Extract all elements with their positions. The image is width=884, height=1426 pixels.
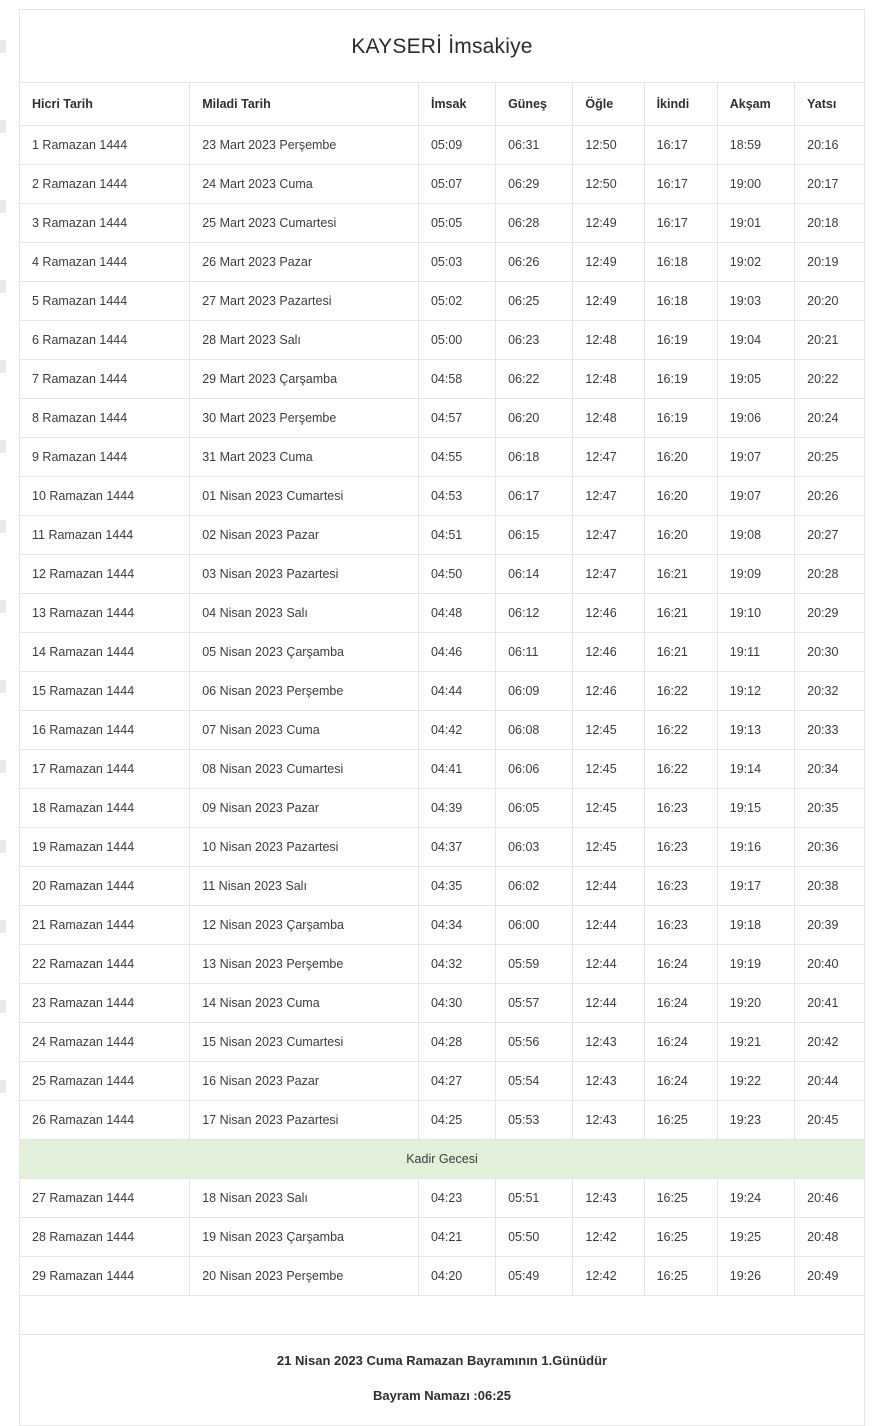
cell-aksam: 19:12 xyxy=(717,672,794,711)
cell-ikindi: 16:24 xyxy=(644,1062,717,1101)
cell-ikindi: 16:25 xyxy=(644,1101,717,1140)
cell-imsak: 05:02 xyxy=(418,282,495,321)
imsakiye-card xyxy=(19,9,865,1426)
cell-hicri: 8 Ramazan 1444 xyxy=(20,399,190,438)
cell-miladi: 08 Nisan 2023 Cumartesi xyxy=(190,750,419,789)
cell-imsak: 05:09 xyxy=(418,126,495,165)
cell-ogle: 12:45 xyxy=(573,711,644,750)
cell-imsak: 04:51 xyxy=(418,516,495,555)
cell-yatsi: 20:19 xyxy=(795,243,864,282)
cell-aksam: 19:18 xyxy=(717,906,794,945)
cell-imsak: 04:48 xyxy=(418,594,495,633)
cell-hicri: 6 Ramazan 1444 xyxy=(20,321,190,360)
cell-aksam: 19:17 xyxy=(717,867,794,906)
cell-ogle: 12:46 xyxy=(573,594,644,633)
table-footer xyxy=(20,1334,864,1425)
cell-ogle: 12:47 xyxy=(573,555,644,594)
table-row xyxy=(20,750,864,789)
cell-ikindi: 16:24 xyxy=(644,945,717,984)
cell-ogle: 12:43 xyxy=(573,1101,644,1140)
cell-aksam: 19:21 xyxy=(717,1023,794,1062)
table-row xyxy=(20,906,864,945)
cell-ikindi: 16:22 xyxy=(644,672,717,711)
cell-imsak: 04:30 xyxy=(418,984,495,1023)
table-row xyxy=(20,828,864,867)
bayram-namazi-note: Bayram Namazı :06:25 xyxy=(372,1387,512,1403)
cell-hicri: 11 Ramazan 1444 xyxy=(20,516,190,555)
cell-gunes: 05:54 xyxy=(496,1062,573,1101)
cell-ogle: 12:46 xyxy=(573,672,644,711)
cell-gunes: 06:11 xyxy=(496,633,573,672)
cell-hicri: 3 Ramazan 1444 xyxy=(20,204,190,243)
cell-yatsi: 20:49 xyxy=(795,1257,864,1296)
table-row xyxy=(20,126,864,165)
table-row xyxy=(20,672,864,711)
cell-imsak: 04:32 xyxy=(418,945,495,984)
cell-miladi: 24 Mart 2023 Cuma xyxy=(190,165,419,204)
cell-yatsi: 20:48 xyxy=(795,1218,864,1257)
cell-ogle: 12:42 xyxy=(573,1218,644,1257)
cell-ogle: 12:50 xyxy=(573,126,644,165)
cell-yatsi: 20:30 xyxy=(795,633,864,672)
cell-ogle: 12:43 xyxy=(573,1023,644,1062)
table-row xyxy=(20,984,864,1023)
cell-ikindi: 16:22 xyxy=(644,750,717,789)
cell-ogle: 12:45 xyxy=(573,828,644,867)
cell-gunes: 05:49 xyxy=(496,1257,573,1296)
column-header-hicri: Hicri Tarih xyxy=(20,83,190,126)
cell-imsak: 04:34 xyxy=(418,906,495,945)
cell-ogle: 12:45 xyxy=(573,750,644,789)
cell-ikindi: 16:23 xyxy=(644,828,717,867)
special-night-label: Kadir Gecesi xyxy=(20,1140,864,1179)
cell-hicri: 25 Ramazan 1444 xyxy=(20,1062,190,1101)
cell-gunes: 06:05 xyxy=(496,789,573,828)
cell-imsak: 05:03 xyxy=(418,243,495,282)
cell-imsak: 04:35 xyxy=(418,867,495,906)
cell-ikindi: 16:23 xyxy=(644,906,717,945)
cell-aksam: 19:10 xyxy=(717,594,794,633)
cell-ogle: 12:49 xyxy=(573,243,644,282)
cell-ikindi: 16:19 xyxy=(644,360,717,399)
cell-gunes: 06:23 xyxy=(496,321,573,360)
cell-yatsi: 20:17 xyxy=(795,165,864,204)
cell-ikindi: 16:24 xyxy=(644,984,717,1023)
column-header-imsak: İmsak xyxy=(418,83,495,126)
cell-gunes: 06:25 xyxy=(496,282,573,321)
cell-yatsi: 20:35 xyxy=(795,789,864,828)
cell-ogle: 12:44 xyxy=(573,945,644,984)
cell-aksam: 19:07 xyxy=(717,438,794,477)
table-row xyxy=(20,867,864,906)
cell-imsak: 04:50 xyxy=(418,555,495,594)
cell-aksam: 19:04 xyxy=(717,321,794,360)
cell-ogle: 12:45 xyxy=(573,789,644,828)
table-row xyxy=(20,945,864,984)
cell-yatsi: 20:29 xyxy=(795,594,864,633)
special-night-row xyxy=(20,1140,864,1179)
cell-aksam: 19:26 xyxy=(717,1257,794,1296)
cell-imsak: 04:53 xyxy=(418,477,495,516)
table-row xyxy=(20,399,864,438)
cell-imsak: 04:28 xyxy=(418,1023,495,1062)
spacer-cell xyxy=(20,1296,864,1334)
cell-gunes: 05:51 xyxy=(496,1179,573,1218)
cell-hicri: 16 Ramazan 1444 xyxy=(20,711,190,750)
cell-gunes: 06:17 xyxy=(496,477,573,516)
table-header-row xyxy=(20,83,864,126)
cell-aksam: 19:08 xyxy=(717,516,794,555)
cell-ikindi: 16:21 xyxy=(644,594,717,633)
cell-ikindi: 16:24 xyxy=(644,1023,717,1062)
cell-ikindi: 16:19 xyxy=(644,399,717,438)
table-row xyxy=(20,1218,864,1257)
cell-miladi: 27 Mart 2023 Pazartesi xyxy=(190,282,419,321)
cell-ogle: 12:49 xyxy=(573,204,644,243)
table-row xyxy=(20,360,864,399)
cell-imsak: 04:23 xyxy=(418,1179,495,1218)
cell-gunes: 06:20 xyxy=(496,399,573,438)
column-header-ikindi: İkindi xyxy=(644,83,717,126)
cell-miladi: 28 Mart 2023 Salı xyxy=(190,321,419,360)
cell-ikindi: 16:21 xyxy=(644,633,717,672)
cell-ikindi: 16:18 xyxy=(644,243,717,282)
cell-yatsi: 20:38 xyxy=(795,867,864,906)
cell-aksam: 19:05 xyxy=(717,360,794,399)
cell-yatsi: 20:25 xyxy=(795,438,864,477)
cell-ogle: 12:49 xyxy=(573,282,644,321)
cell-ikindi: 16:17 xyxy=(644,126,717,165)
cell-hicri: 2 Ramazan 1444 xyxy=(20,165,190,204)
cell-gunes: 06:09 xyxy=(496,672,573,711)
cell-aksam: 19:03 xyxy=(717,282,794,321)
column-header-aksam: Akşam xyxy=(717,83,794,126)
cell-hicri: 20 Ramazan 1444 xyxy=(20,867,190,906)
cell-ikindi: 16:18 xyxy=(644,282,717,321)
cell-gunes: 05:50 xyxy=(496,1218,573,1257)
cell-hicri: 7 Ramazan 1444 xyxy=(20,360,190,399)
cell-aksam: 19:13 xyxy=(717,711,794,750)
cell-aksam: 19:07 xyxy=(717,477,794,516)
cell-yatsi: 20:36 xyxy=(795,828,864,867)
cell-yatsi: 20:24 xyxy=(795,399,864,438)
cell-miladi: 14 Nisan 2023 Cuma xyxy=(190,984,419,1023)
cell-yatsi: 20:42 xyxy=(795,1023,864,1062)
cell-yatsi: 20:45 xyxy=(795,1101,864,1140)
cell-imsak: 05:05 xyxy=(418,204,495,243)
cell-imsak: 04:46 xyxy=(418,633,495,672)
cell-imsak: 04:44 xyxy=(418,672,495,711)
cell-gunes: 06:18 xyxy=(496,438,573,477)
cell-imsak: 04:20 xyxy=(418,1257,495,1296)
cell-miladi: 01 Nisan 2023 Cumartesi xyxy=(190,477,419,516)
column-header-gunes: Güneş xyxy=(496,83,573,126)
cell-gunes: 06:02 xyxy=(496,867,573,906)
table-row xyxy=(20,633,864,672)
column-header-yatsi: Yatsı xyxy=(795,83,864,126)
cell-aksam: 19:20 xyxy=(717,984,794,1023)
table-row xyxy=(20,1101,864,1140)
cell-yatsi: 20:33 xyxy=(795,711,864,750)
cell-hicri: 10 Ramazan 1444 xyxy=(20,477,190,516)
cell-miladi: 29 Mart 2023 Çarşamba xyxy=(190,360,419,399)
table-row xyxy=(20,282,864,321)
cell-miladi: 06 Nisan 2023 Perşembe xyxy=(190,672,419,711)
cell-aksam: 19:01 xyxy=(717,204,794,243)
cell-yatsi: 20:16 xyxy=(795,126,864,165)
cell-miladi: 07 Nisan 2023 Cuma xyxy=(190,711,419,750)
cell-hicri: 5 Ramazan 1444 xyxy=(20,282,190,321)
cell-gunes: 06:15 xyxy=(496,516,573,555)
cell-miladi: 18 Nisan 2023 Salı xyxy=(190,1179,419,1218)
column-header-miladi: Miladi Tarih xyxy=(190,83,419,126)
cell-aksam: 19:25 xyxy=(717,1218,794,1257)
cell-aksam: 19:24 xyxy=(717,1179,794,1218)
cell-aksam: 19:00 xyxy=(717,165,794,204)
cell-miladi: 25 Mart 2023 Cumartesi xyxy=(190,204,419,243)
cell-gunes: 06:08 xyxy=(496,711,573,750)
cell-ogle: 12:46 xyxy=(573,633,644,672)
table-row xyxy=(20,1257,864,1296)
cell-imsak: 04:25 xyxy=(418,1101,495,1140)
cell-miladi: 05 Nisan 2023 Çarşamba xyxy=(190,633,419,672)
cell-imsak: 04:42 xyxy=(418,711,495,750)
cell-hicri: 22 Ramazan 1444 xyxy=(20,945,190,984)
cell-ogle: 12:42 xyxy=(573,1257,644,1296)
cell-miladi: 19 Nisan 2023 Çarşamba xyxy=(190,1218,419,1257)
cell-gunes: 06:14 xyxy=(496,555,573,594)
cell-ikindi: 16:25 xyxy=(644,1218,717,1257)
cell-yatsi: 20:34 xyxy=(795,750,864,789)
cell-miladi: 10 Nisan 2023 Pazartesi xyxy=(190,828,419,867)
cell-hicri: 17 Ramazan 1444 xyxy=(20,750,190,789)
cell-yatsi: 20:44 xyxy=(795,1062,864,1101)
cell-gunes: 06:31 xyxy=(496,126,573,165)
imsakiye-table xyxy=(20,83,864,1334)
cell-yatsi: 20:46 xyxy=(795,1179,864,1218)
cell-hicri: 15 Ramazan 1444 xyxy=(20,672,190,711)
cell-imsak: 05:00 xyxy=(418,321,495,360)
cell-imsak: 04:37 xyxy=(418,828,495,867)
cell-ikindi: 16:20 xyxy=(644,477,717,516)
table-header xyxy=(20,83,864,126)
cell-gunes: 05:59 xyxy=(496,945,573,984)
cell-imsak: 04:21 xyxy=(418,1218,495,1257)
cell-ikindi: 16:25 xyxy=(644,1257,717,1296)
cell-hicri: 29 Ramazan 1444 xyxy=(20,1257,190,1296)
cell-ikindi: 16:25 xyxy=(644,1179,717,1218)
cell-gunes: 06:22 xyxy=(496,360,573,399)
cell-ikindi: 16:19 xyxy=(644,321,717,360)
cell-miladi: 13 Nisan 2023 Perşembe xyxy=(190,945,419,984)
cell-hicri: 23 Ramazan 1444 xyxy=(20,984,190,1023)
cell-ogle: 12:44 xyxy=(573,906,644,945)
cell-hicri: 24 Ramazan 1444 xyxy=(20,1023,190,1062)
cell-yatsi: 20:39 xyxy=(795,906,864,945)
table-row xyxy=(20,243,864,282)
cell-hicri: 13 Ramazan 1444 xyxy=(20,594,190,633)
cell-ogle: 12:44 xyxy=(573,984,644,1023)
table-row xyxy=(20,711,864,750)
cell-imsak: 04:58 xyxy=(418,360,495,399)
table-row xyxy=(20,438,864,477)
cell-imsak: 05:07 xyxy=(418,165,495,204)
cell-yatsi: 20:18 xyxy=(795,204,864,243)
cell-ogle: 12:43 xyxy=(573,1062,644,1101)
cell-ogle: 12:47 xyxy=(573,477,644,516)
cell-miladi: 15 Nisan 2023 Cumartesi xyxy=(190,1023,419,1062)
table-row xyxy=(20,594,864,633)
cell-gunes: 06:03 xyxy=(496,828,573,867)
cell-ikindi: 16:20 xyxy=(644,516,717,555)
table-row xyxy=(20,165,864,204)
cell-miladi: 02 Nisan 2023 Pazar xyxy=(190,516,419,555)
cell-ogle: 12:48 xyxy=(573,321,644,360)
cell-imsak: 04:39 xyxy=(418,789,495,828)
cell-ogle: 12:48 xyxy=(573,360,644,399)
table-row xyxy=(20,321,864,360)
cell-yatsi: 20:28 xyxy=(795,555,864,594)
table-row xyxy=(20,789,864,828)
table-row xyxy=(20,204,864,243)
cell-ikindi: 16:23 xyxy=(644,867,717,906)
cell-ikindi: 16:17 xyxy=(644,165,717,204)
cell-miladi: 20 Nisan 2023 Perşembe xyxy=(190,1257,419,1296)
column-header-ogle: Öğle xyxy=(573,83,644,126)
cell-yatsi: 20:26 xyxy=(795,477,864,516)
cell-aksam: 19:11 xyxy=(717,633,794,672)
cell-ikindi: 16:23 xyxy=(644,789,717,828)
cell-imsak: 04:27 xyxy=(418,1062,495,1101)
cell-miladi: 03 Nisan 2023 Pazartesi xyxy=(190,555,419,594)
cell-ogle: 12:50 xyxy=(573,165,644,204)
cell-yatsi: 20:40 xyxy=(795,945,864,984)
cell-aksam: 19:16 xyxy=(717,828,794,867)
cell-yatsi: 20:22 xyxy=(795,360,864,399)
cell-gunes: 06:00 xyxy=(496,906,573,945)
cell-aksam: 19:22 xyxy=(717,1062,794,1101)
cell-gunes: 05:57 xyxy=(496,984,573,1023)
cell-ogle: 12:47 xyxy=(573,516,644,555)
cell-miladi: 23 Mart 2023 Perşembe xyxy=(190,126,419,165)
cell-gunes: 06:26 xyxy=(496,243,573,282)
cell-ogle: 12:43 xyxy=(573,1179,644,1218)
cell-miladi: 26 Mart 2023 Pazar xyxy=(190,243,419,282)
cell-ogle: 12:47 xyxy=(573,438,644,477)
cell-gunes: 06:06 xyxy=(496,750,573,789)
cell-hicri: 14 Ramazan 1444 xyxy=(20,633,190,672)
cell-yatsi: 20:32 xyxy=(795,672,864,711)
cell-miladi: 31 Mart 2023 Cuma xyxy=(190,438,419,477)
cell-gunes: 05:53 xyxy=(496,1101,573,1140)
cell-aksam: 19:09 xyxy=(717,555,794,594)
cell-aksam: 18:59 xyxy=(717,126,794,165)
cell-ikindi: 16:21 xyxy=(644,555,717,594)
table-row xyxy=(20,1179,864,1218)
cell-imsak: 04:55 xyxy=(418,438,495,477)
cell-yatsi: 20:21 xyxy=(795,321,864,360)
cell-ikindi: 16:20 xyxy=(644,438,717,477)
cell-aksam: 19:06 xyxy=(717,399,794,438)
cell-yatsi: 20:20 xyxy=(795,282,864,321)
cell-hicri: 9 Ramazan 1444 xyxy=(20,438,190,477)
cell-hicri: 21 Ramazan 1444 xyxy=(20,906,190,945)
page-title: KAYSERİ İmsakiye xyxy=(20,10,864,83)
cell-hicri: 12 Ramazan 1444 xyxy=(20,555,190,594)
cell-miladi: 17 Nisan 2023 Pazartesi xyxy=(190,1101,419,1140)
cell-yatsi: 20:27 xyxy=(795,516,864,555)
table-row xyxy=(20,1062,864,1101)
cell-imsak: 04:41 xyxy=(418,750,495,789)
page-edge-marks xyxy=(0,0,8,1375)
cell-hicri: 27 Ramazan 1444 xyxy=(20,1179,190,1218)
cell-hicri: 26 Ramazan 1444 xyxy=(20,1101,190,1140)
cell-aksam: 19:02 xyxy=(717,243,794,282)
cell-miladi: 30 Mart 2023 Perşembe xyxy=(190,399,419,438)
cell-ikindi: 16:17 xyxy=(644,204,717,243)
cell-yatsi: 20:41 xyxy=(795,984,864,1023)
cell-hicri: 1 Ramazan 1444 xyxy=(20,126,190,165)
cell-aksam: 19:23 xyxy=(717,1101,794,1140)
cell-ogle: 12:44 xyxy=(573,867,644,906)
cell-aksam: 19:15 xyxy=(717,789,794,828)
cell-miladi: 11 Nisan 2023 Salı xyxy=(190,867,419,906)
table-body xyxy=(20,126,864,1334)
cell-aksam: 19:19 xyxy=(717,945,794,984)
table-row xyxy=(20,477,864,516)
cell-hicri: 18 Ramazan 1444 xyxy=(20,789,190,828)
cell-hicri: 28 Ramazan 1444 xyxy=(20,1218,190,1257)
table-row xyxy=(20,555,864,594)
cell-imsak: 04:57 xyxy=(418,399,495,438)
cell-gunes: 06:28 xyxy=(496,204,573,243)
cell-miladi: 04 Nisan 2023 Salı xyxy=(190,594,419,633)
cell-ikindi: 16:22 xyxy=(644,711,717,750)
cell-gunes: 05:56 xyxy=(496,1023,573,1062)
cell-hicri: 19 Ramazan 1444 xyxy=(20,828,190,867)
cell-gunes: 06:29 xyxy=(496,165,573,204)
table-row xyxy=(20,1023,864,1062)
cell-miladi: 09 Nisan 2023 Pazar xyxy=(190,789,419,828)
table-row xyxy=(20,516,864,555)
cell-ogle: 12:48 xyxy=(573,399,644,438)
cell-miladi: 12 Nisan 2023 Çarşamba xyxy=(190,906,419,945)
cell-aksam: 19:14 xyxy=(717,750,794,789)
cell-gunes: 06:12 xyxy=(496,594,573,633)
cell-miladi: 16 Nisan 2023 Pazar xyxy=(190,1062,419,1101)
cell-hicri: 4 Ramazan 1444 xyxy=(20,243,190,282)
bayram-note: 21 Nisan 2023 Cuma Ramazan Bayramının 1.Günüdür xyxy=(276,1352,608,1368)
spacer-row xyxy=(20,1296,864,1334)
